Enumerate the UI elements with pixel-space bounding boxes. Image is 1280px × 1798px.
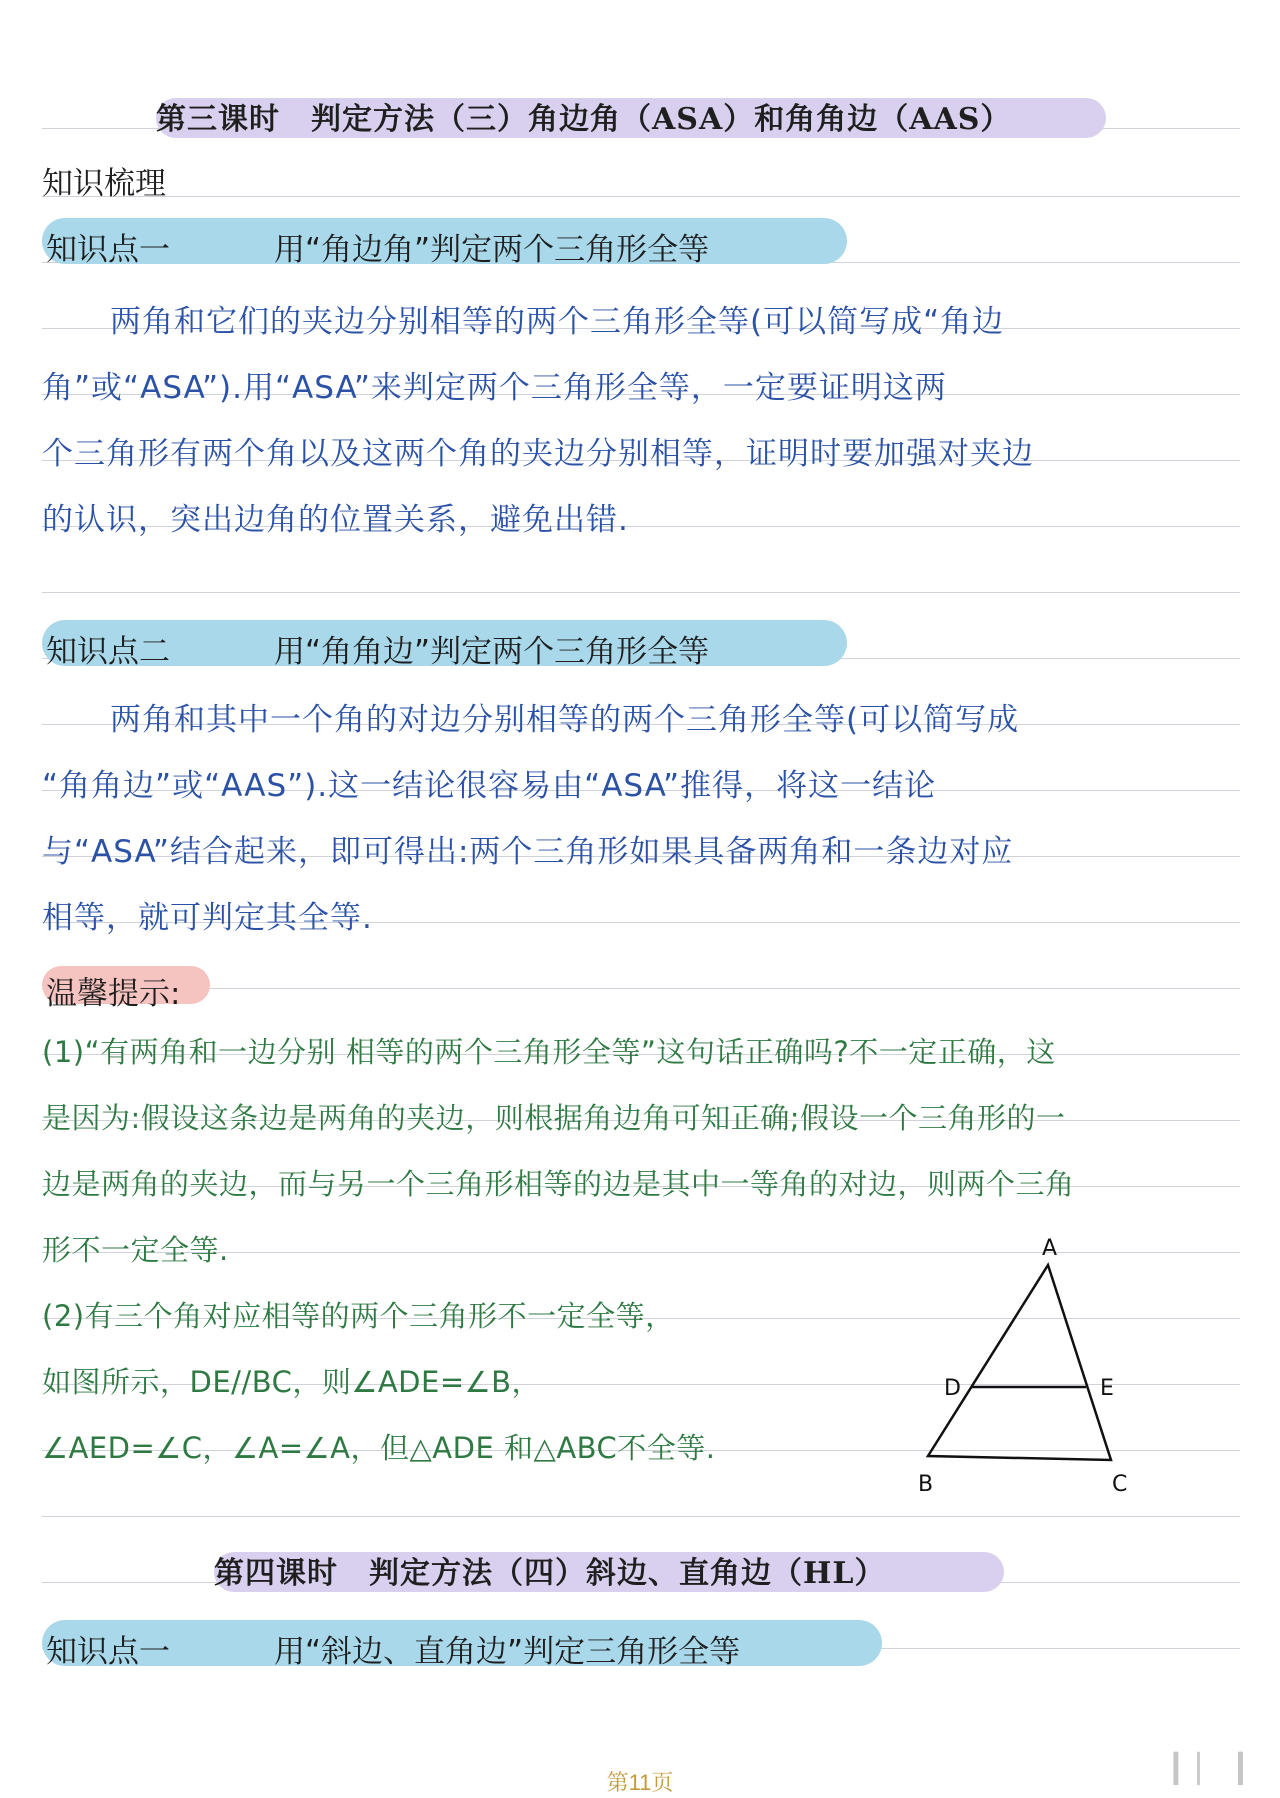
- ruled-line: [42, 1516, 1240, 1517]
- triangle-abc: [928, 1265, 1111, 1460]
- lesson4-kp1-title: 用“斜边、直角边”判定三角形全等: [274, 1634, 741, 1670]
- kp1-paragraph-line: 角”或“ASA”).用“ASA”来判定两个三角形全等，一定要证明这两: [42, 370, 947, 406]
- kp1-number: 知识点一: [46, 232, 170, 268]
- tip-line: 边是两角的夹边，而与另一个三角形相等的边是其中一等角的对边，则两个三角: [42, 1167, 1075, 1201]
- kp1-title: 用“角边角”判定两个三角形全等: [274, 232, 710, 268]
- kp2-title: 用“角角边”判定两个三角形全等: [274, 634, 710, 670]
- kp2-paragraph-line: 与“ASA”结合起来，即可得出:两个三角形如果具备两角和一条边对应: [42, 834, 1014, 870]
- lesson3-title-text: 第三课时 判定方法（三）角边角（ASA）和角角边（AAS）: [156, 102, 1012, 137]
- tip-line: 如图所示，DE//BC，则∠ADE=∠B，: [42, 1365, 542, 1399]
- kp1-header: [42, 216, 847, 268]
- lesson3-title: [156, 94, 1011, 138]
- lesson4-kp1-header: [42, 1618, 882, 1670]
- kp1-paragraph-line: 两角和它们的夹边分别相等的两个三角形全等(可以简写成“角边: [110, 304, 1005, 340]
- kp2-paragraph-line: 两角和其中一个角的对边分别相等的两个三角形全等(可以简写成: [110, 702, 1020, 738]
- lesson4-title: [214, 1548, 885, 1592]
- tip-label: 温馨提示:: [46, 976, 181, 1012]
- kp2-header: [42, 618, 847, 670]
- vertex-label-a: A: [1042, 1236, 1058, 1261]
- ruled-line: [42, 592, 1240, 593]
- vertex-label-b: B: [918, 1472, 934, 1495]
- vertex-label-d: D: [944, 1376, 961, 1401]
- tip-line: 是因为:假设这条边是两角的夹边，则根据角边角可知正确;假设一个三角形的一: [42, 1101, 1066, 1135]
- tip-line: 形不一定全等.: [42, 1233, 229, 1267]
- vertex-label-c: C: [1112, 1472, 1128, 1495]
- kp2-paragraph-line: 相等，就可判定其全等.: [42, 900, 373, 936]
- ruled-line: [42, 988, 1240, 989]
- triangle-figure: [900, 1235, 1160, 1495]
- ruled-line: [42, 196, 1240, 197]
- lesson4-kp1-number: 知识点一: [46, 1634, 170, 1670]
- outline-label: 知识梳理: [42, 166, 166, 202]
- kp1-paragraph-line: 的认识，突出边角的位置关系，避免出错.: [42, 502, 629, 538]
- tip-line: (1)“有两角和一边分别 相等的两个三角形全等”这句话正确吗?不一定正确，这: [42, 1035, 1056, 1069]
- kp1-paragraph-line: 个三角形有两个角以及这两个角的夹边分别相等，证明时要加强对夹边: [42, 436, 1034, 472]
- page-number: 第11页: [606, 1770, 674, 1795]
- vertex-label-e: E: [1100, 1376, 1114, 1401]
- kp2-paragraph-line: “角角边”或“AAS”).这一结论很容易由“ASA”推得，将这一结论: [42, 768, 937, 804]
- lesson4-title-text: 第四课时 判定方法（四）斜边、直角边（HL）: [214, 1556, 886, 1591]
- tip-line: (2)有三个角对应相等的两个三角形不一定全等，: [42, 1299, 675, 1333]
- kp2-number: 知识点二: [46, 634, 170, 670]
- tip-line: ∠AED=∠C，∠A=∠A，但△ADE 和△ABC不全等.: [42, 1431, 716, 1465]
- corner-watermark-icon: ▕▏▏▕▏: [1154, 1752, 1262, 1785]
